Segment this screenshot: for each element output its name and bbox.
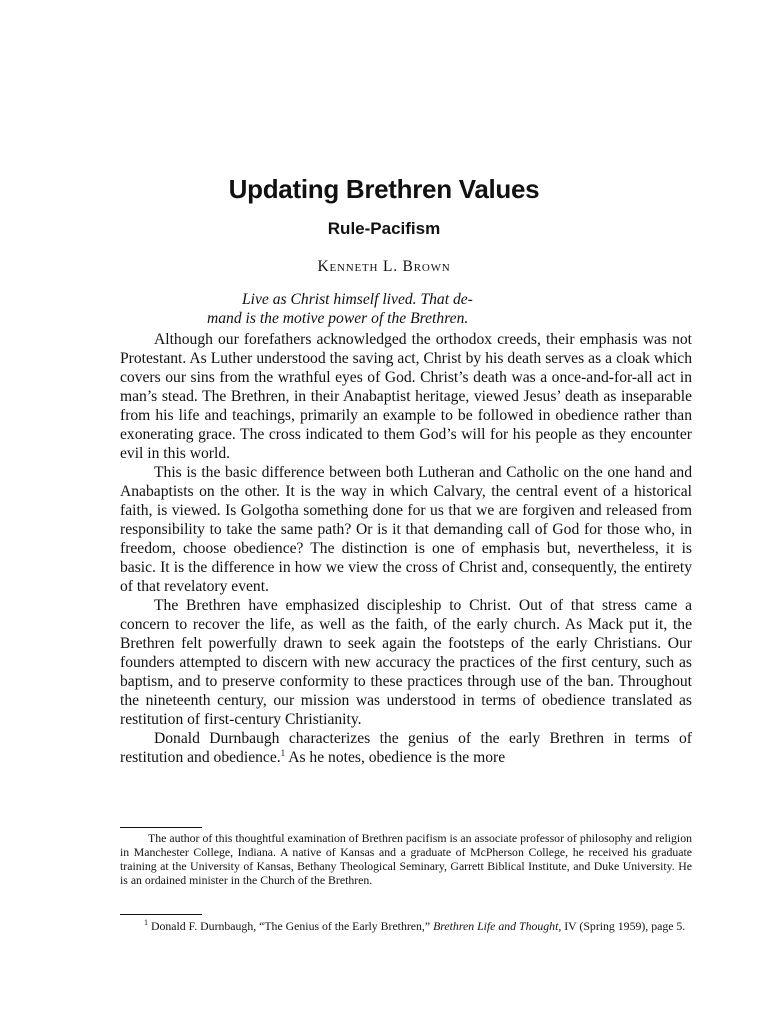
footnote-citation: Donald F. Durnbaugh, “The Genius of the Early Brethren,” [150,919,434,933]
footnote-rule [120,827,202,828]
epigraph-line: Live as Christ himself lived. That de- [242,291,473,308]
journal-title: Brethren Life and Thought, [433,919,562,933]
article-body [120,330,692,767]
article-subtitle: Rule-Pacifism [327,219,441,238]
epigraph [207,290,582,328]
article-author: Kenneth L. Brown [317,258,451,275]
footnote-rule [120,914,202,915]
article-title: Updating Brethren Values [228,174,540,204]
footnote-text [120,919,692,933]
footnote-number: 1 [144,918,148,928]
body-paragraph: The Brethren have emphasized discipleship to Christ. Out of that stress came a concern to recover the life, as well as the faith, of the early church. As Mack put it, the Brethren felt powerfully drawn to seek again the footsteps of the early Christians. Our founders attempted to discern with new accuracy the practices of the first century, such as baptism, and to preserve conformity to these practices through use of the ban. Throughout the nineteenth century, our mission was understood in terms of obedience translated as restitution of first-century Christianity. [120,597,692,728]
body-paragraph: Although our forefathers acknowledged the orthodox creeds, their emphasis was not Protestant. As Luther understood the saving act, Christ by his death serves as a cloak which covers our sins from the wrathful eyes of God. Christ’s death was a once-and-for-all act in man’s stead. The Brethren, in their Anabaptist heritage, viewed Jesus’ death as inseparable from his life and teachings, primarily an example to be followed in obedience rather than exonerating grace. The cross indicated to them God’s will for his people as they encounter evil in this world. [120,331,692,462]
footnote-citation: IV (Spring 1959), page 5. [561,919,686,933]
body-paragraph: This is the basic difference between both Lutheran and Catholic on the one hand and Anabaptists on the other. It is the way in which Calvary, the central event of a historical faith, is viewed. Is Golgotha something done for us that we are forgiven and released from responsibility to take the same path? Or is it that demanding call of God for those who, in freedom, choose obedience? The distinction is one of emphasis but, nevertheless, it is basic. It is the difference in how we view the cross of Christ and, consequently, the entirety of that revelatory event. [120,464,692,595]
footnote [120,919,692,933]
footnote-reference: 1 [280,747,286,758]
author-note-text: The author of this thoughtful examination of Brethren pacifism is an associate professor of philosophy and religion in Manchester College, Indiana. A native of Kansas and a graduate of McPherson College, he received his graduate training at the University of Kansas, Bethany Theological Seminary, Garrett Biblical Institute, and Duke University. He is an ordained minister in the Church of the Brethren. [120,831,692,887]
body-text: Donald Durnbaugh characterizes the genius of the early Brethren in terms of restitution and obedience. [120,730,692,766]
body-paragraph [120,729,692,767]
body-text: As he notes, obedience is the more [285,749,506,766]
epigraph-line: mand is the motive power of the Brethren. [207,310,469,327]
author-note [120,831,692,887]
